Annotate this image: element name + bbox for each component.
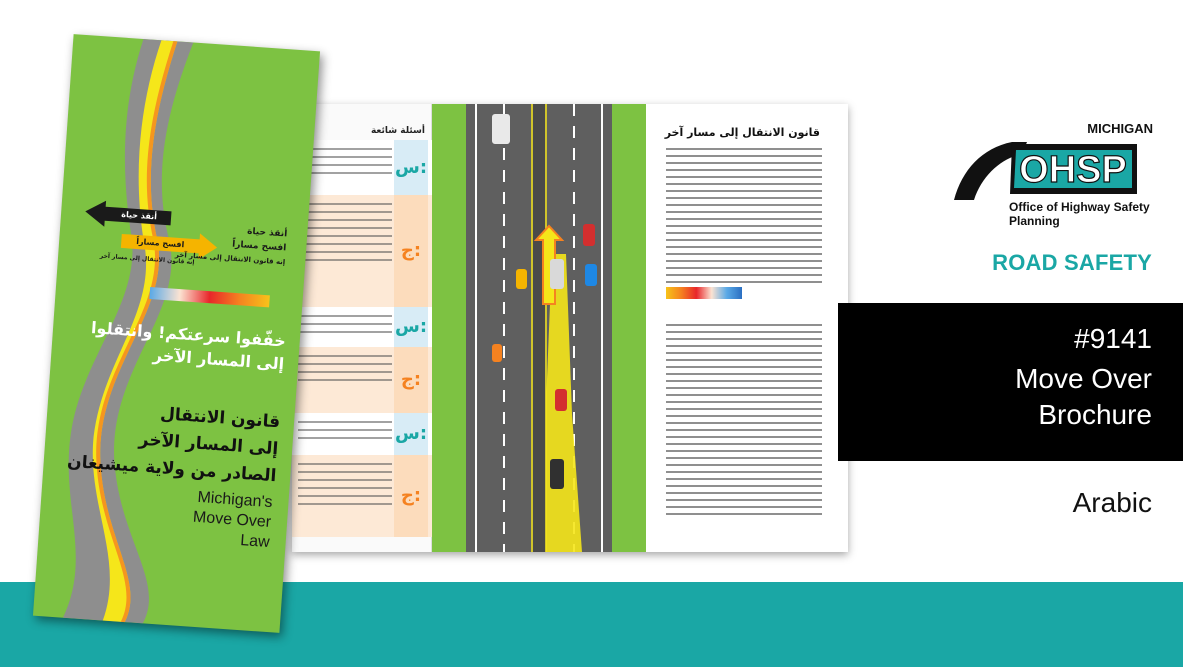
tagline-line-3: إنه قانون الانتقال إلى مسار آخر [174, 250, 286, 267]
logo-office-text: Office of Highway Safety Planning [1009, 200, 1150, 228]
faq-answer-2 [292, 347, 432, 413]
language-label: Arabic [1072, 487, 1152, 518]
law-ar-line-2: إلى المسار الآخر [138, 429, 279, 460]
question-badge: س: [394, 413, 428, 455]
cover-law-title-arabic [66, 395, 281, 490]
product-title-line-2: Brochure [1038, 399, 1152, 430]
color-gradient-bar [666, 287, 742, 299]
law-en-line-1: Michigan's [196, 488, 274, 512]
cover-tagline [155, 218, 288, 269]
tagline-line-2: افسح مساراً [231, 239, 287, 254]
category-label: ROAD SAFETY [992, 250, 1152, 275]
law-panel-body [666, 148, 822, 288]
answer-badge: ج: [394, 347, 428, 413]
slogan-line-2: إلى المسار الآخر [152, 345, 285, 374]
road-illustration [432, 104, 646, 552]
product-title-line-1: Move Over [1015, 363, 1152, 394]
answer-badge: ج: [394, 455, 428, 537]
road-drawing [432, 104, 646, 552]
law-en-line-3: Law [239, 531, 271, 551]
product-title [1015, 361, 1152, 433]
brochure-cover [33, 34, 320, 633]
cover-law-title-english [109, 482, 273, 553]
faq-answer-1 [292, 195, 432, 307]
law-panel-body-2 [666, 324, 822, 520]
answer-badge: ج: [394, 195, 428, 307]
law-panel [646, 104, 848, 552]
law-en-line-2: Move Over [192, 508, 272, 532]
slogan-line-1: خفّفوا سرعتكم! وانتقلوا [90, 318, 287, 351]
faq-question-2 [292, 307, 432, 347]
law-ar-line-1: قانون الانتقال [159, 404, 281, 433]
sign-arrow-2-label: افسح مساراً [135, 236, 185, 250]
logo-mark-text: OHSP [1019, 149, 1127, 191]
sign-arrow-1-label: أنقذ حياة [121, 209, 158, 222]
law-ar-line-3: الصادر من ولاية ميشيغان [66, 451, 277, 487]
question-badge: س: [394, 140, 428, 195]
faq-panel [292, 104, 432, 552]
question-badge: س: [394, 307, 428, 347]
faq-title: أسئلة شائعة [370, 126, 425, 136]
sign-arrow-3-label: إنه قانون الانتقال إلى مسار آخر [99, 252, 195, 267]
brochure-inside [292, 104, 848, 552]
tagline-line-1: أنقذ حياة [246, 226, 288, 240]
law-panel-title: قانون الانتقال إلى مسار آخر [664, 126, 820, 139]
faq-question-3 [292, 413, 432, 455]
faq-answer-3 [292, 455, 432, 537]
product-info-box [838, 303, 1183, 461]
item-number: #9141 [1074, 323, 1152, 354]
logo-michigan-text: MICHIGAN [1087, 121, 1153, 136]
